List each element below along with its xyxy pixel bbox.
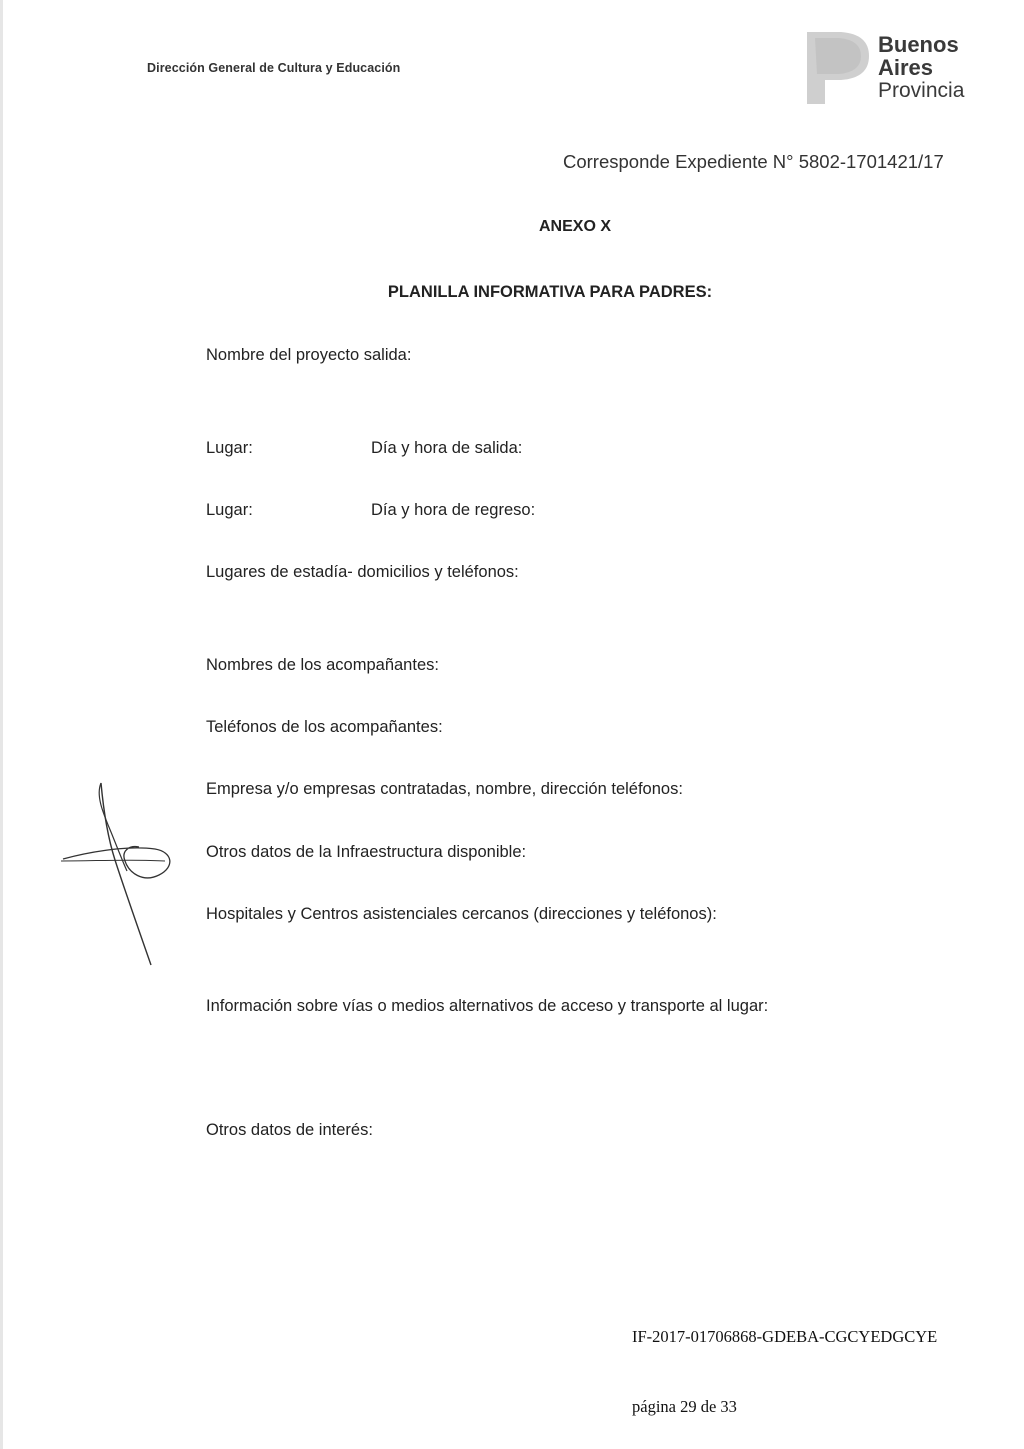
- field-return-datetime: Día y hora de regreso:: [371, 501, 536, 519]
- handwritten-signature: [55, 775, 185, 975]
- organization-name: Dirección General de Cultura y Educación: [147, 61, 401, 75]
- form-title: PLANILLA INFORMATIVA PARA PADRES:: [387, 283, 713, 301]
- field-departure-datetime: Día y hora de salida:: [371, 439, 523, 457]
- field-companion-phones: Teléfonos de los acompañantes:: [206, 718, 443, 736]
- page-number: página 29 de 33: [632, 1397, 737, 1416]
- logo-line-provincia: Provincia: [878, 79, 965, 102]
- field-access-transport: Información sobre vías o medios alternativos de acceso y transporte al lugar:: [206, 997, 769, 1015]
- field-project-name: Nombre del proyecto salida:: [206, 346, 412, 364]
- field-hospitals: Hospitales y Centros asistenciales cercanos (direcciones y teléfonos):: [206, 905, 717, 923]
- buenos-aires-p-logo-icon: [803, 28, 873, 108]
- logo-line-buenos: Buenos: [878, 32, 959, 57]
- logo-wordmark: [878, 33, 964, 102]
- logo-line-aires: Aires: [878, 55, 934, 80]
- field-place-departure: Lugar:: [206, 439, 253, 457]
- field-companion-names: Nombres de los acompañantes:: [206, 656, 439, 674]
- file-reference: Corresponde Expediente N° 5802-1701421/17: [563, 151, 944, 172]
- field-place-return: Lugar:: [206, 501, 253, 519]
- field-other-info: Otros datos de interés:: [206, 1121, 373, 1139]
- field-hired-companies: Empresa y/o empresas contratadas, nombre, dirección teléfonos:: [206, 780, 683, 798]
- annex-title: ANEXO X: [538, 218, 611, 235]
- field-stay-locations: Lugares de estadía- domicilios y teléfonos:: [206, 563, 519, 581]
- field-infrastructure: Otros datos de la Infraestructura disponible:: [206, 843, 527, 861]
- document-id: IF-2017-01706868-GDEBA-CGCYEDGCYE: [632, 1327, 938, 1346]
